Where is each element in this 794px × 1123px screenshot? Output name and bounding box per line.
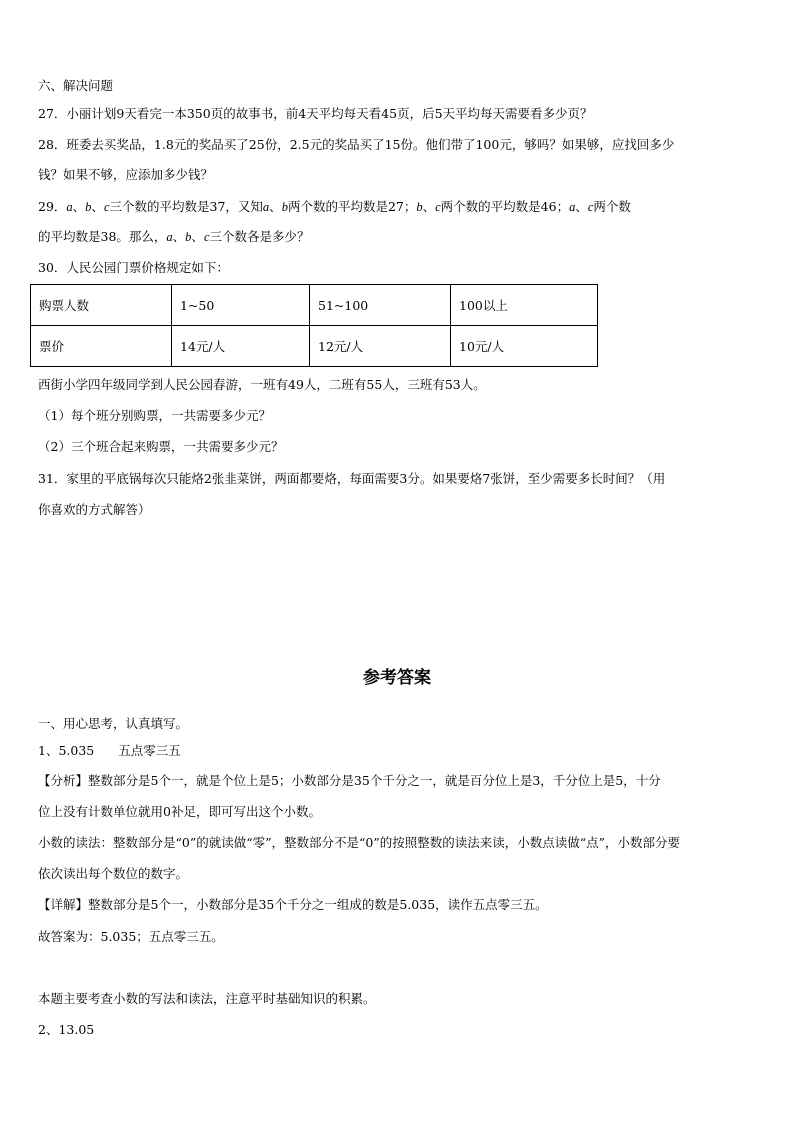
separator: 、 — [575, 199, 588, 214]
answer-2: 2、13.05 — [38, 1022, 95, 1037]
separator: 、 — [72, 199, 86, 214]
var-b: b — [185, 230, 192, 244]
question-30-sub2: （2）三个班合起来购票，一共需要多少元？ — [38, 439, 284, 454]
question-31-line1: 31．家里的平底锅每次只能烙2张韭菜饼，两面都要烙，每面需要3分。如果要烙7张饼，至少需要多长时间？（用 — [38, 471, 666, 486]
var-a: a — [66, 200, 73, 214]
separator: 、 — [172, 229, 186, 244]
answers-section-heading: 一、用心思考，认真填写。 — [38, 716, 189, 731]
table-cell: 1~50 — [172, 285, 310, 326]
var-b: b — [281, 200, 288, 214]
table-cell: 14元/人 — [172, 326, 310, 367]
rule-line1: 小数的读法：整数部分是“0”的就读做“零”，整数部分不是“0”的按照整数的读法来读，小数点读做“点”，小数部分要 — [38, 835, 681, 850]
var-c: c — [435, 200, 441, 214]
table-cell: 12元/人 — [310, 326, 451, 367]
q29-number: 29． — [38, 199, 67, 214]
question-29-line1 — [38, 199, 631, 215]
table-cell: 51~100 — [310, 285, 451, 326]
var-a: a — [262, 200, 270, 214]
question-30-intro: 30．人民公园门票价格规定如下： — [38, 260, 229, 275]
table-cell: 购票人数 — [31, 285, 172, 326]
summary-line: 本题主要考查小数的写法和读法，注意平时基础知识的积累。 — [38, 991, 376, 1006]
var-c: c — [103, 200, 110, 214]
question-30-sub1: （1）每个班分别购票，一共需要多少元？ — [38, 408, 271, 423]
var-c: c — [587, 200, 594, 214]
var-c: c — [203, 230, 210, 244]
question-28-line2: 钱？如果不够，应添加多少钱？ — [38, 167, 214, 182]
question-27: 27．小丽计划9天看完一本350页的故事书，前4天平均每天看45页，后5天平均每天需要看多少页？ — [38, 106, 593, 121]
analysis-line2: 位上没有计数单位就用0补足，即可写出这个小数。 — [38, 804, 321, 819]
var-a: a — [569, 200, 576, 214]
var-a: a — [166, 230, 173, 244]
answer-1-number: 1、5.035 — [38, 743, 95, 758]
var-b: b — [416, 200, 423, 214]
conclusion-line: 故答案为：5.035；五点零三五。 — [38, 929, 224, 944]
question-29-line2 — [38, 229, 310, 245]
rule-line2: 依次读出每个数位的数字。 — [38, 866, 189, 881]
q29-line2-end: 三个数各是多少？ — [209, 229, 310, 244]
table-cell: 100以上 — [451, 285, 598, 326]
q29-text3: 两个数的平均数是46； — [440, 199, 570, 214]
answer-1-reading: 五点零三五 — [118, 743, 181, 758]
analysis-line1: 【分析】整数部分是5个一，就是个位上是5；小数部分是35个千分之一，就是百分位上是3，千分位上是5，十分 — [38, 773, 661, 788]
separator: 、 — [269, 199, 282, 214]
answer-1 — [38, 743, 181, 759]
separator: 、 — [191, 229, 204, 244]
question-28-line1: 28．班委去买奖品，1.8元的奖品买了25份，2.5元的奖品买了15份。他们带了100元，够吗？如果够，应找回多少 — [38, 137, 675, 152]
separator: 、 — [422, 199, 436, 214]
table-cell: 10元/人 — [451, 326, 598, 367]
q29-text2: 两个数的平均数是27； — [287, 199, 417, 214]
q29-line2-text: 的平均数是38。那么， — [38, 229, 167, 244]
q29-text1: 三个数的平均数是37，又知 — [109, 199, 263, 214]
table-row — [31, 326, 598, 367]
separator: 、 — [91, 199, 104, 214]
ticket-price-table — [30, 284, 598, 367]
q29-text4: 两个数 — [593, 199, 631, 214]
table-cell: 票价 — [31, 326, 172, 367]
question-31-line2: 你喜欢的方式解答） — [38, 502, 151, 517]
answers-title: 参考答案 — [363, 668, 431, 688]
detail-line: 【详解】整数部分是5个一，小数部分是35个千分之一组成的数是5.035，读作五点零三五。 — [38, 897, 548, 912]
var-b: b — [85, 200, 92, 214]
section-heading: 六、解决问题 — [38, 78, 114, 93]
table-row — [31, 285, 598, 326]
question-30-context: 西街小学四年级同学到人民公园春游，一班有49人，二班有55人，三班有53人。 — [38, 377, 486, 392]
